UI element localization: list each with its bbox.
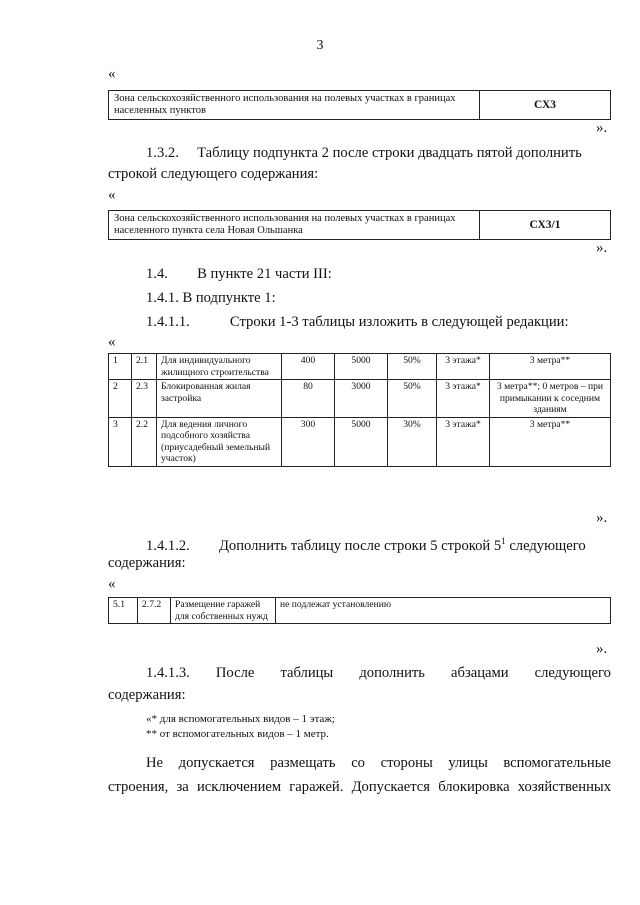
- setback-cell: 3 метра**; 0 метров – при примыкании к соседним зданиям: [490, 380, 611, 418]
- name-cell: Блокированная жилая застройка: [157, 380, 282, 418]
- paragraph-text-tail: следующего: [505, 537, 586, 554]
- land-use-table: [108, 353, 611, 467]
- table-row: [109, 354, 611, 380]
- page-number: 3: [316, 38, 324, 53]
- percent-cell: 50%: [388, 380, 437, 418]
- paragraph-word: следующего: [534, 665, 611, 681]
- min-area-cell: 300: [282, 417, 335, 466]
- code-cell: 2.1: [132, 354, 157, 380]
- table-row: [109, 417, 611, 466]
- close-quote: ».: [596, 510, 608, 526]
- zone-code-cell: СХ3/1: [480, 211, 611, 240]
- name-cell: Размещение гаражей для собственных нужд: [171, 598, 276, 624]
- paragraph-word: таблицы: [280, 665, 334, 681]
- paragraph-word: После: [215, 665, 255, 681]
- close-quote: ».: [596, 120, 608, 136]
- paragraph-1-4-1-3-cont: содержания:: [108, 687, 186, 703]
- paragraph-number: 1.3.2.: [146, 145, 179, 161]
- close-quote: ».: [596, 240, 608, 256]
- paragraph-word: абзацами: [451, 665, 509, 681]
- paragraph-number: 1.4.1.1.: [146, 314, 190, 330]
- percent-cell: 30%: [388, 417, 437, 466]
- open-quote: «: [108, 66, 116, 82]
- zone-table-sx3: [108, 90, 611, 120]
- final-paragraph-line-2: строения, за исключением гаражей. Допускается блокировка хозяйственных: [108, 779, 611, 795]
- percent-cell: 50%: [388, 354, 437, 380]
- paragraph-number: 1.4.1.3.: [146, 665, 190, 681]
- min-area-cell: 80: [282, 380, 335, 418]
- open-quote: «: [108, 576, 116, 592]
- paragraph-text: Дополнить таблицу после строки 5 строкой 5: [218, 537, 502, 554]
- zone-code-cell: СХ3: [480, 91, 611, 120]
- value-cell: не подлежат установлению: [276, 598, 611, 624]
- paragraph-number: 1.4.1.2.: [146, 537, 190, 554]
- setback-cell: 3 метра**: [490, 354, 611, 380]
- paragraph-1-4-1: 1.4.1. В подпункте 1:: [146, 290, 276, 306]
- footnote-line-1: «* для вспомогательных видов – 1 этаж;: [146, 713, 335, 725]
- final-paragraph-line-1: Не допускается размещать со стороны улицы вспомогательные: [146, 755, 611, 771]
- floors-cell: 3 этажа*: [437, 417, 490, 466]
- superscript: 1: [501, 536, 506, 546]
- paragraph-word: дополнить: [359, 665, 425, 681]
- paragraph-1-4-1-1: [146, 311, 611, 333]
- row-number-cell: 2: [109, 380, 132, 418]
- max-area-cell: 3000: [335, 380, 388, 418]
- max-area-cell: 5000: [335, 354, 388, 380]
- garage-table: [108, 597, 611, 624]
- open-quote: «: [108, 187, 116, 203]
- open-quote: «: [108, 334, 116, 350]
- row-number-cell: 1: [109, 354, 132, 380]
- min-area-cell: 400: [282, 354, 335, 380]
- floors-cell: 3 этажа*: [437, 380, 490, 418]
- row-number-cell: 5.1: [109, 598, 138, 624]
- paragraph-1-4: 1.4. В пункте 21 части III:: [146, 266, 332, 282]
- code-cell: 2.7.2: [138, 598, 171, 624]
- paragraph-1-3-2: [146, 142, 611, 164]
- table-row: [109, 380, 611, 418]
- paragraph-1-4-1-2-cont: содержания:: [108, 555, 186, 571]
- setback-cell: 3 метра**: [490, 417, 611, 466]
- paragraph-1-4-1-2: [146, 530, 611, 557]
- zone-table-sx3-1: [108, 210, 611, 240]
- row-number-cell: 3: [109, 417, 132, 466]
- code-cell: 2.3: [132, 380, 157, 418]
- name-cell: Для индивидуального жилищного строительства: [157, 354, 282, 380]
- paragraph-1-3-2-cont: строкой следующего содержания:: [108, 166, 319, 182]
- paragraph-1-4-1-3: [146, 662, 611, 684]
- name-cell: Для ведения личного подсобного хозяйства (приусадебный земельный участок): [157, 417, 282, 466]
- close-quote: ».: [596, 641, 608, 657]
- zone-name-cell: Зона сельскохозяйственного использования на полевых участках в границах населенного пункта села Новая Ольшанка: [109, 211, 480, 240]
- paragraph-text: Таблицу подпункта 2 после строки двадцать пятой дополнить: [197, 145, 582, 161]
- table-row: [109, 598, 611, 624]
- zone-name-cell: Зона сельскохозяйственного использования на полевых участках в границах населенных пунктов: [109, 91, 480, 120]
- footnote-line-2: ** от вспомогательных видов – 1 метр.: [146, 728, 329, 740]
- max-area-cell: 5000: [335, 417, 388, 466]
- paragraph-text: Строки 1-3 таблицы изложить в следующей редакции:: [229, 314, 569, 330]
- code-cell: 2.2: [132, 417, 157, 466]
- floors-cell: 3 этажа*: [437, 354, 490, 380]
